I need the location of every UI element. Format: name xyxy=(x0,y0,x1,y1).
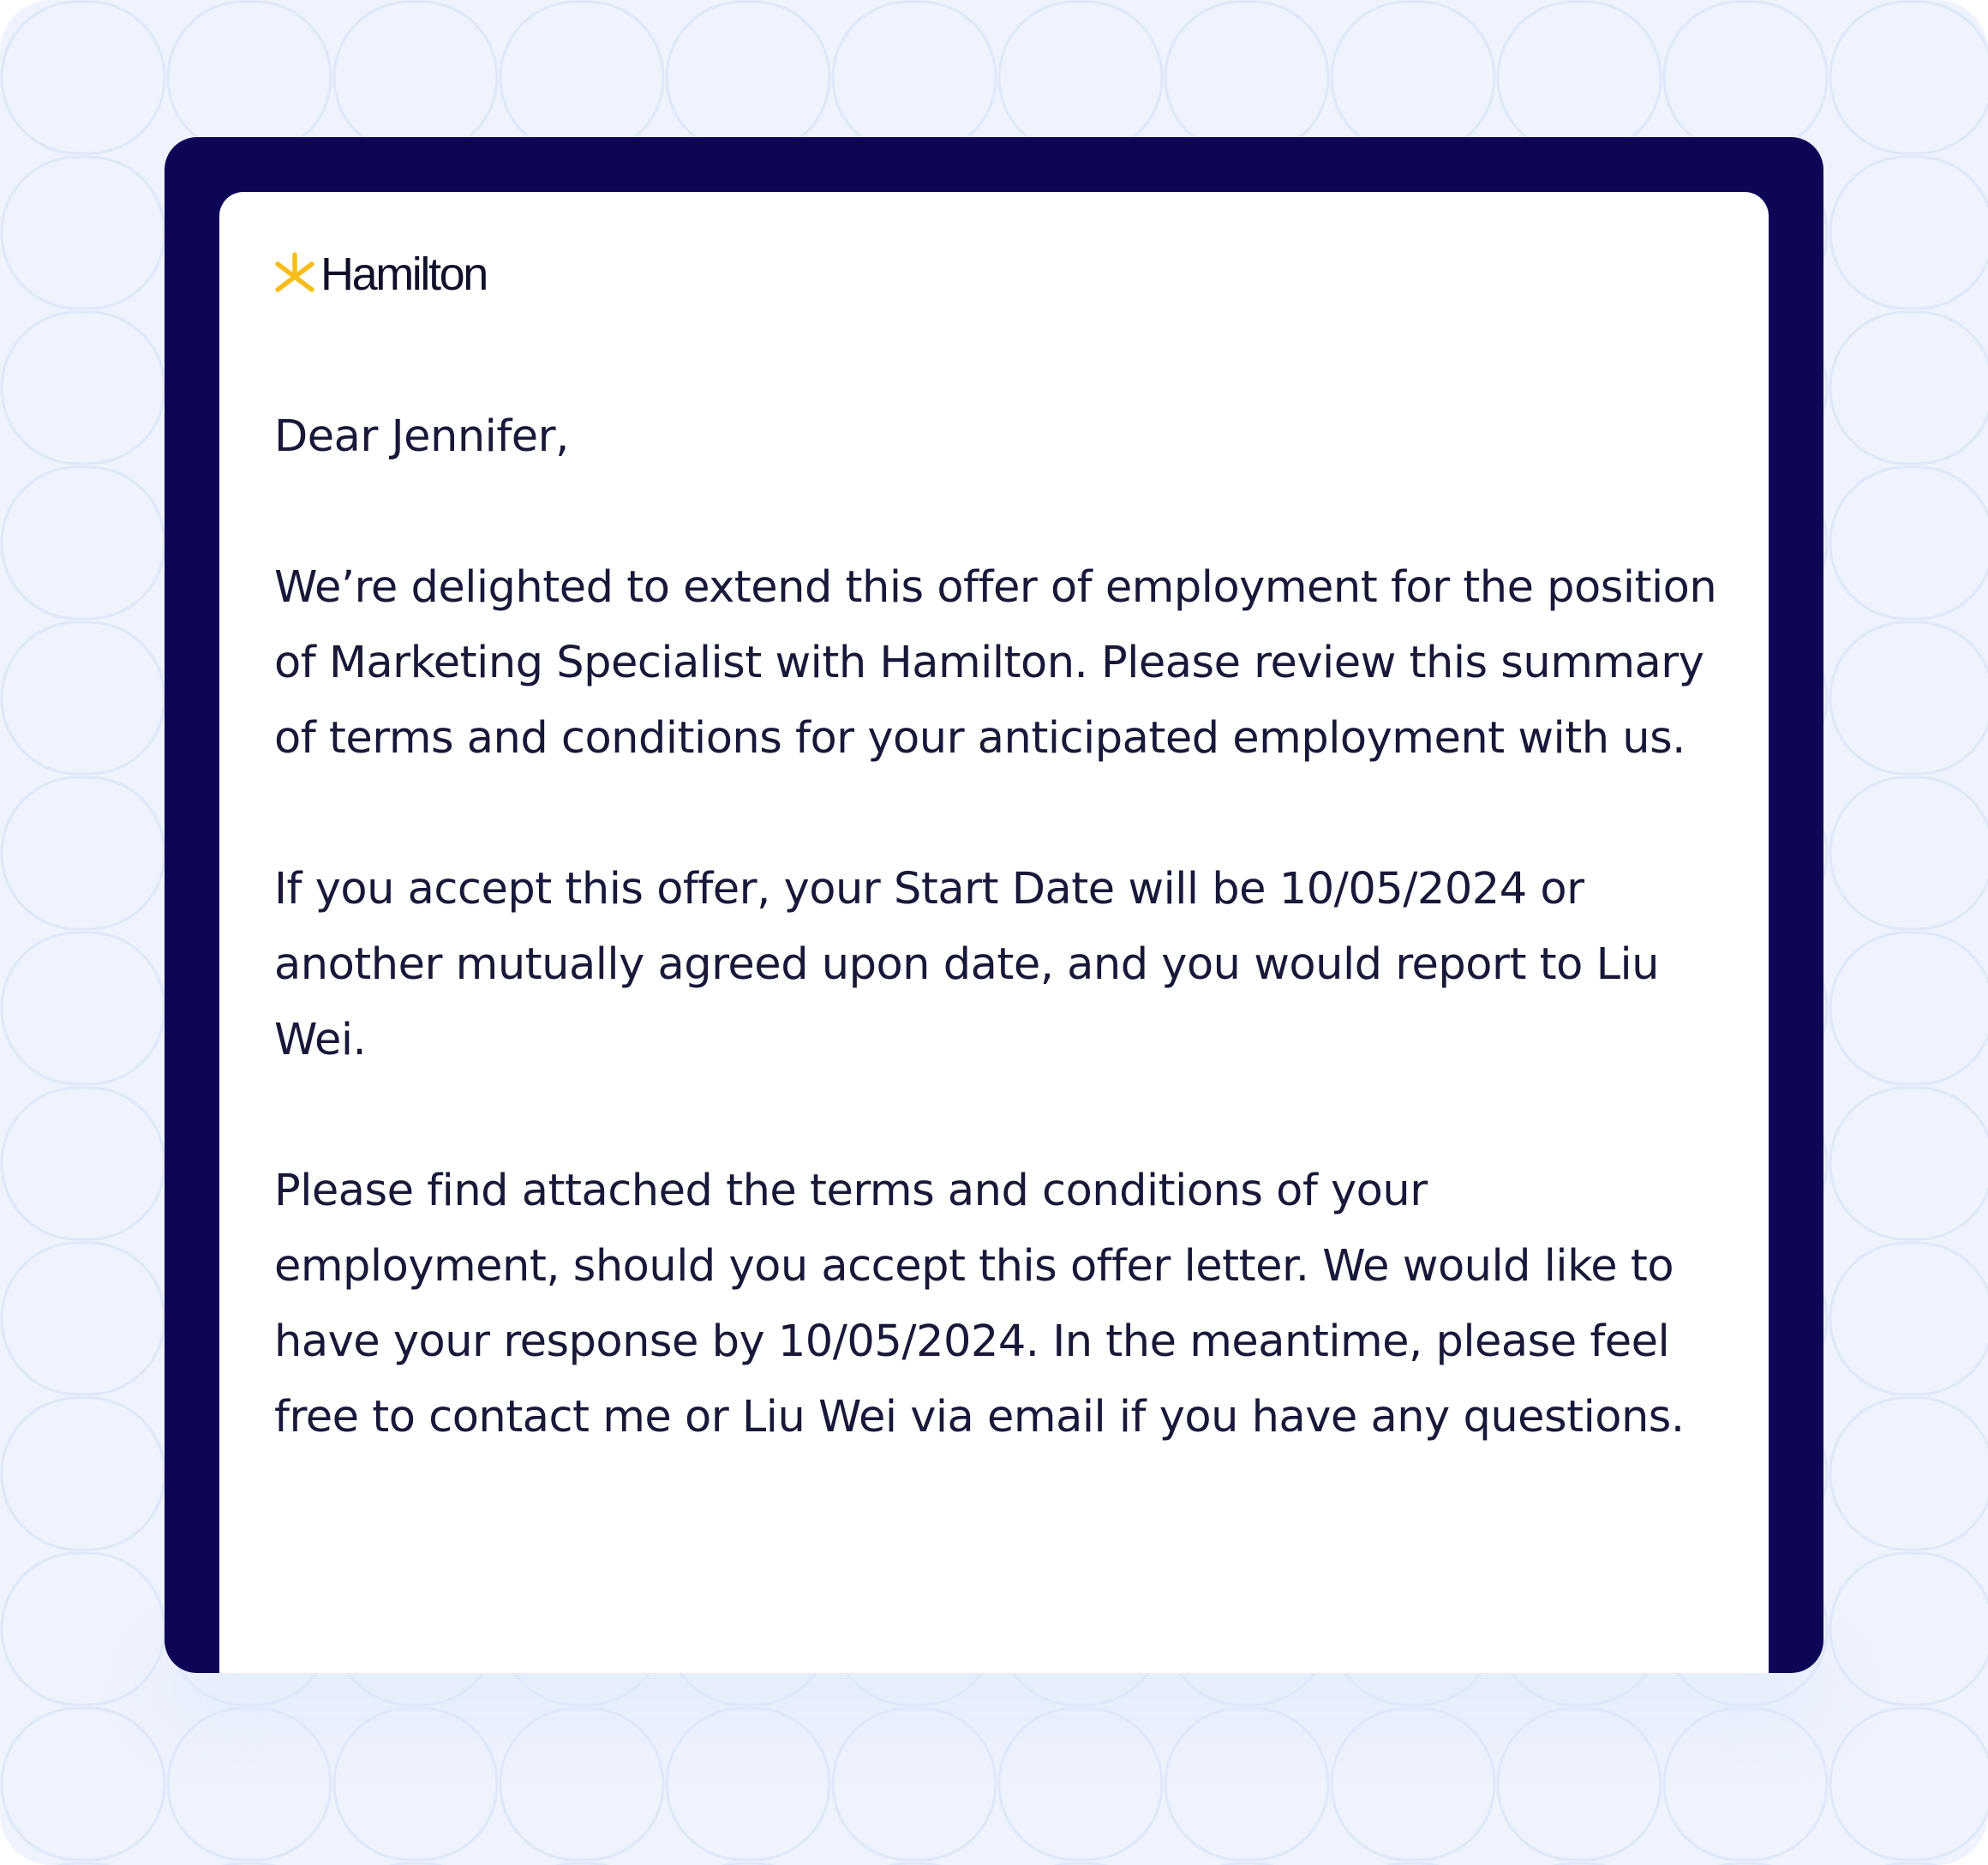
email-frame xyxy=(165,137,1823,1673)
asterisk-logo-icon xyxy=(272,252,317,297)
letter-paragraph-terms: Please find attached the terms and conditions of your employment, should you accept this offer letter. We would like to have your response by 10/05/2024. In the meantime, please feel free to contact me or Liu Wei via email if you have any questions. xyxy=(274,1166,1685,1442)
brand-name: Hamilton xyxy=(320,249,487,300)
letter-paragraph-start-date: If you accept this offer, your Start Date will be 10/05/2024 or another mutually agreed upon date, and you would report to Liu Wei. xyxy=(274,864,1659,1065)
letter-paragraph-offer: We’re delighted to extend this offer of employment for the position of Marketing Specialist with Hamilton. Please review this summary of terms and conditions for your anticipated employment with us. xyxy=(274,562,1717,764)
letter-greeting: Dear Jennifer, xyxy=(274,411,569,462)
brand-logo xyxy=(272,243,487,305)
letter-body xyxy=(274,399,1722,1531)
email-card xyxy=(219,192,1769,1673)
